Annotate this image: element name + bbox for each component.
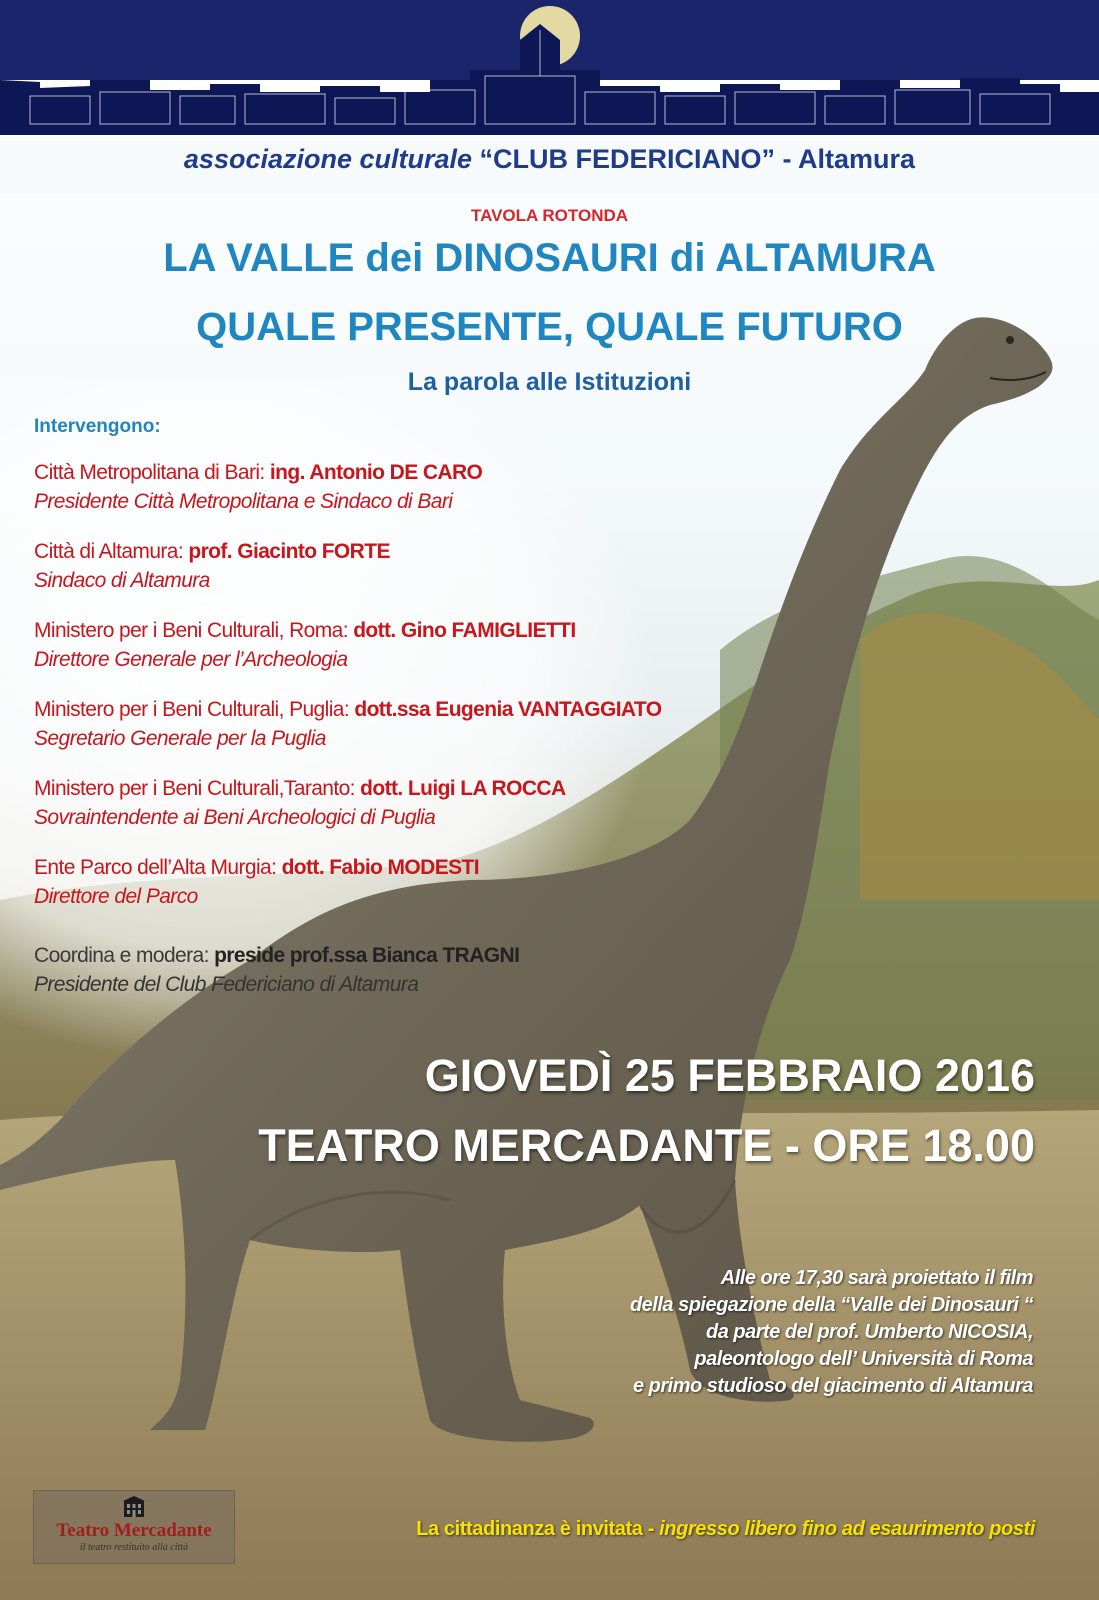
- speaker-item: [34, 695, 754, 774]
- speaker-name: dott. Luigi LA ROCCA: [360, 777, 566, 800]
- event-kicker: TAVOLA ROTONDA: [470, 206, 629, 225]
- speaker-item: [34, 774, 754, 853]
- film-note-line: della spiegazione della “Valle dei Dinosauri “: [629, 1294, 1033, 1316]
- event-subtitle: La parola alle Istituzioni: [407, 368, 692, 396]
- speaker-role: Segretario Generale per la Puglia: [34, 727, 326, 750]
- event-date: GIOVEDÌ 25 FEBBRAIO 2016: [424, 1050, 1035, 1101]
- moderator-name: preside prof.ssa Bianca TRAGNI: [214, 944, 520, 967]
- film-note-line: da parte del prof. Umberto NICOSIA,: [706, 1321, 1033, 1343]
- speaker-item: [34, 616, 754, 695]
- speaker-name: dott. Gino FAMIGLIETTI: [353, 619, 576, 642]
- invitation-line: [416, 1518, 1035, 1541]
- invitation-main: La cittadinanza è invitata: [416, 1518, 643, 1540]
- event-title-line1: LA VALLE dei DINOSAURI di ALTAMURA: [163, 236, 936, 280]
- moderator-role: Presidente del Club Federiciano di Altamura: [34, 973, 419, 996]
- speaker-institution: Ministero per i Beni Culturali, Puglia:: [34, 698, 350, 721]
- speaker-role: Direttore del Parco: [34, 885, 198, 908]
- speaker-name: ing. Antonio DE CARO: [269, 461, 483, 484]
- moderator-label: Coordina e modera:: [34, 944, 209, 967]
- speaker-role: Presidente Città Metropolitana e Sindaco di Bari: [34, 490, 453, 513]
- speaker-role: Sovraintendente ai Beni Archeologici di Puglia: [34, 806, 436, 829]
- event-title-line2: QUALE PRESENTE, QUALE FUTURO: [196, 305, 903, 349]
- invitation-separator: -: [642, 1518, 660, 1540]
- moderator: [34, 941, 519, 999]
- teatro-mercadante-logo: [33, 1490, 235, 1564]
- speaker-name: dott. Fabio MODESTI: [281, 856, 479, 879]
- invitation-detail: ingresso libero fino ad esaurimento posti: [659, 1518, 1035, 1540]
- logo-name: Teatro Mercadante: [56, 1520, 212, 1541]
- speaker-item: [34, 853, 754, 932]
- speaker-institution: Ministero per i Beni Culturali,Taranto:: [34, 777, 355, 800]
- speaker-institution: Città Metropolitana di Bari:: [34, 461, 265, 484]
- film-note: [630, 1265, 1033, 1400]
- speaker-name: prof. Giacinto FORTE: [188, 540, 390, 563]
- organizer-prefix: associazione culturale: [183, 144, 473, 174]
- logo-tagline: il teatro restituito alla città: [79, 1542, 189, 1553]
- speaker-institution: Città di Altamura:: [34, 540, 184, 563]
- speaker-institution: Ente Parco dell’Alta Murgia:: [34, 856, 277, 879]
- film-note-line: Alle ore 17,30 sarà proiettato il film: [720, 1267, 1033, 1289]
- film-note-line: e primo studioso del giacimento di Altamura: [632, 1375, 1033, 1397]
- speakers-heading: Intervengono:: [34, 416, 161, 437]
- speaker-role: Sindaco di Altamura: [34, 569, 210, 592]
- altamura-skyline-illustration: [0, 0, 1099, 140]
- event-venue-time: TEATRO MERCADANTE - ORE 18.00: [258, 1120, 1035, 1171]
- theater-building-icon: [122, 1495, 146, 1519]
- speakers-list: [34, 458, 754, 932]
- speaker-item: [34, 537, 754, 616]
- speaker-item: [34, 458, 754, 537]
- speaker-institution: Ministero per i Beni Culturali, Roma:: [34, 619, 348, 642]
- speaker-name: dott.ssa Eugenia VANTAGGIATO: [354, 698, 662, 721]
- organizer-name: “CLUB FEDERICIANO” - Altamura: [479, 144, 916, 174]
- speaker-role: Direttore Generale per l’Archeologia: [34, 648, 348, 671]
- film-note-line: paleontologo dell’ Università di Roma: [694, 1348, 1033, 1370]
- organizer-line: [0, 144, 1099, 175]
